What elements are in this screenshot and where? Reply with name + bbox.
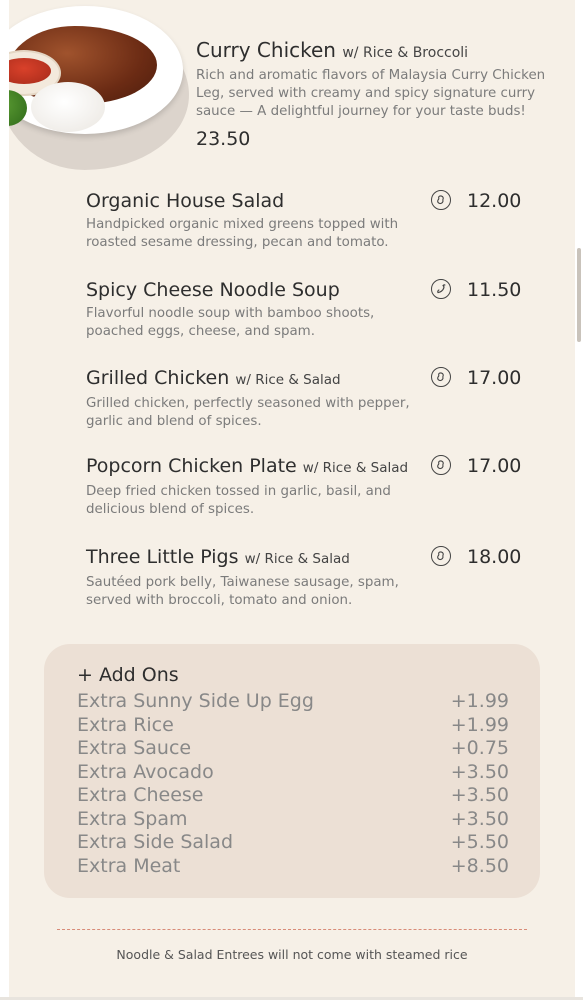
item-name: Organic House Salad bbox=[86, 190, 285, 212]
item-description: Grilled chicken, perfectly seasoned with pepper, garlic and blend of spices. bbox=[86, 396, 410, 429]
addon-price: +3.50 bbox=[450, 808, 509, 830]
featured-name: Curry Chicken bbox=[196, 38, 336, 62]
item-description: Flavorful noodle soup with bamboo shoots, poached eggs, cheese, and spam. bbox=[86, 306, 375, 339]
item-price: 17.00 bbox=[467, 455, 522, 477]
item-subtitle: w/ Rice & Salad bbox=[302, 460, 409, 476]
menu-page bbox=[9, 0, 575, 1000]
item-subtitle: w/ Rice & Salad bbox=[235, 372, 341, 388]
peanut-icon bbox=[431, 190, 451, 210]
addon-price: +1.99 bbox=[450, 714, 509, 736]
item-description: Handpicked organic mixed greens topped with roasted sesame dressing, pecan and tomato. bbox=[86, 217, 399, 250]
scrollbar-thumb[interactable] bbox=[577, 248, 581, 342]
addon-row bbox=[77, 761, 509, 784]
footnote: Noodle & Salad Entrees will not come with steamed rice bbox=[116, 947, 468, 962]
item-subtitle: w/ Rice & Salad bbox=[244, 551, 350, 567]
addon-price: +5.50 bbox=[450, 831, 509, 853]
addon-row bbox=[77, 784, 509, 807]
addon-name: Extra Cheese bbox=[77, 784, 204, 806]
featured-description: Rich and aromatic flavors of Malaysia Curry Chicken Leg, served with creamy and spicy signature curry sauce — A delightful journey for your taste buds! bbox=[196, 68, 546, 119]
addon-price: +3.50 bbox=[450, 784, 509, 806]
curry-sauce bbox=[9, 58, 51, 84]
addon-row bbox=[77, 831, 509, 854]
chili-pepper-icon bbox=[431, 279, 451, 299]
item-price: 12.00 bbox=[467, 190, 522, 212]
addon-row bbox=[77, 690, 509, 713]
addon-row bbox=[77, 808, 509, 831]
addon-name: Extra Sunny Side Up Egg bbox=[77, 690, 314, 712]
peanut-icon bbox=[431, 455, 451, 475]
menu-item bbox=[86, 366, 536, 431]
menu-item bbox=[86, 278, 536, 341]
item-name: Three Little Pigs bbox=[86, 546, 239, 568]
addon-name: Extra Avocado bbox=[77, 761, 214, 783]
addon-price: +0.75 bbox=[450, 737, 509, 759]
item-price: 11.50 bbox=[467, 279, 522, 301]
addon-price: +1.99 bbox=[450, 690, 509, 712]
item-name: Popcorn Chicken Plate bbox=[86, 455, 297, 477]
item-name: Grilled Chicken bbox=[86, 367, 230, 389]
addons-title: + Add Ons bbox=[77, 664, 179, 686]
addon-name: Extra Sauce bbox=[77, 737, 192, 759]
peanut-icon bbox=[431, 367, 451, 387]
menu-item bbox=[86, 545, 536, 610]
addon-name: Extra Spam bbox=[77, 808, 188, 830]
addon-name: Extra Rice bbox=[77, 714, 174, 736]
item-name: Spicy Cheese Noodle Soup bbox=[86, 279, 340, 301]
rice-mound bbox=[31, 82, 105, 132]
addons-panel bbox=[44, 644, 540, 898]
featured-subtitle: w/ Rice & Broccoli bbox=[342, 45, 469, 61]
item-description: Sautéed pork belly, Taiwanese sausage, spam, served with broccoli, tomato and onion. bbox=[86, 575, 399, 608]
addon-name: Extra Side Salad bbox=[77, 831, 234, 853]
addon-price: +3.50 bbox=[450, 761, 509, 783]
item-description: Deep fried chicken tossed in garlic, basil, and delicious blend of spices. bbox=[86, 484, 391, 517]
menu-item bbox=[86, 454, 536, 519]
featured-title bbox=[196, 38, 468, 62]
addon-row bbox=[77, 714, 509, 737]
item-price: 17.00 bbox=[467, 367, 522, 389]
featured-price: 23.50 bbox=[196, 128, 251, 150]
item-price: 18.00 bbox=[467, 546, 522, 568]
addon-row bbox=[77, 737, 509, 760]
addon-row bbox=[77, 855, 509, 878]
addon-name: Extra Meat bbox=[77, 855, 181, 877]
addon-price: +8.50 bbox=[450, 855, 509, 877]
menu-item bbox=[86, 189, 536, 252]
peanut-icon bbox=[431, 546, 451, 566]
dashed-divider bbox=[57, 929, 527, 930]
